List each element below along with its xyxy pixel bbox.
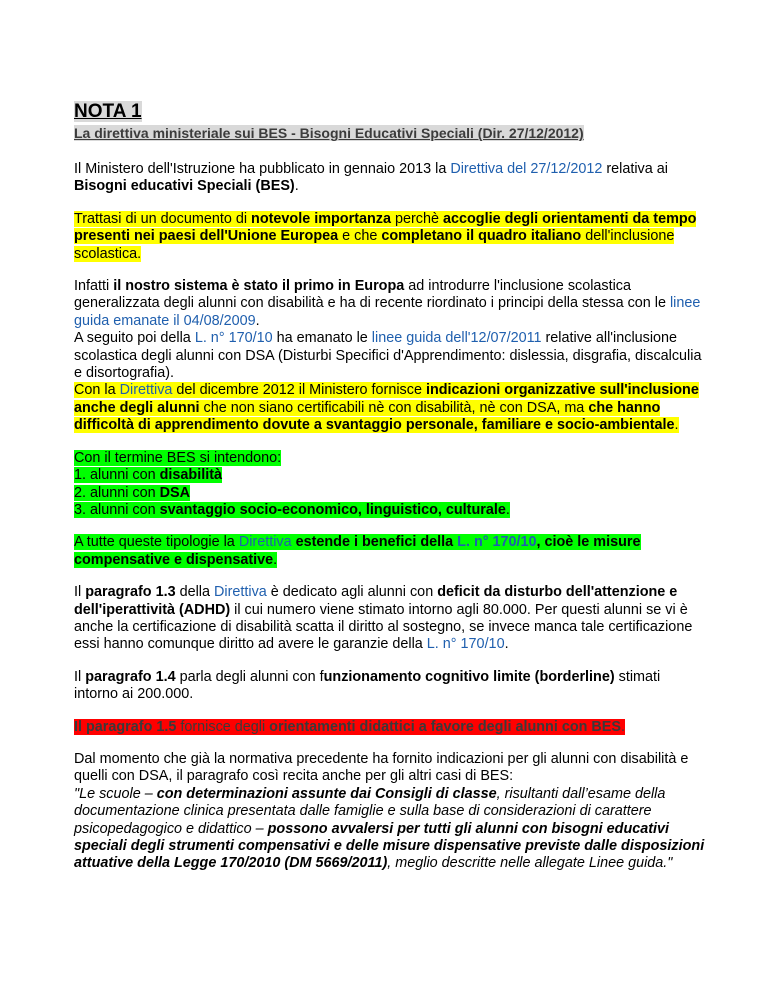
text: Infatti (74, 278, 114, 295)
paragraph-benefits (74, 534, 708, 569)
text: . (294, 178, 299, 195)
list-item: 3. alunni con svantaggio socio-economico, linguistico, culturale. (74, 501, 510, 518)
bold-text: estende i benefici della (291, 534, 458, 551)
paragraph-1-3: Il paragrafo 1.3 della Direttiva è dedicato agli alunni con deficit da disturbo dell'attenzione e dell'iperattività (ADHD) il cui numero viene stimato intorno agli 80.000. Per questi alunni se vi è anche la certificazione di disabilità scatta il diritto al sostegno, se invece manca tale certificazione essi hanno comunque diritto ad avere le garanzie della L. n° 170/10. (74, 584, 693, 653)
directive-link[interactable]: Direttiva (214, 584, 267, 601)
guidelines-2011-link[interactable]: linee guida dell'12/07/2011 (371, 330, 542, 347)
bold-text: Bisogni educativi Speciali (BES) (74, 178, 295, 195)
text: Con la (74, 382, 120, 399)
paragraph-1-5: Il paragrafo 1.5 fornisce degli orientamenti didattici a favore degli alunni con BES. (74, 718, 626, 735)
bold-text: il nostro sistema è stato il primo in Europa (113, 278, 405, 295)
paragraph-quote: Dal momento che già la normativa precedente ha fornito indicazioni per gli alunni con disabilità e quelli con DSA, il paragrafo così recita anche per gli altri casi di BES: "Le scuole – con determinazioni assunte dai Consigli di classe, risultanti dall’esame della documentazione clinica presentata dalle famiglie e sulla base di considerazioni di carattere psicopedagogico e didattico – possono avvalersi per tutti gli alunni con bisogni educativi speciali degli strumenti compensativi e delle misure dispensative previste dalle disposizioni attuative della Legge 170/2010 (DM 5669/2011), meglio descritte nelle allegate Linee guida." (74, 750, 705, 872)
bes-intro: Con il termine BES si intendono: (74, 449, 282, 466)
text: . (255, 312, 260, 329)
bold-text: , cioè le misure compensative e dispensative (74, 534, 641, 568)
text: A tutte queste tipologie la (74, 534, 239, 551)
text: A seguito poi della (74, 330, 195, 347)
directive-link[interactable]: Direttiva (238, 534, 292, 551)
text: ha emanato le (272, 330, 372, 347)
paragraph-1-4: Il paragrafo 1.4 parla degli alunni con funzionamento cognitivo limite (borderline) stimati intorno ai 200.000. (74, 668, 661, 703)
paragraph-system (74, 278, 708, 435)
subtitle-line (74, 123, 708, 143)
law-170-link[interactable]: L. n° 170/10 (457, 534, 537, 551)
text: Il Ministero dell'Istruzione ha pubblicato in gennaio 2013 la (74, 161, 451, 177)
bold-text: completano il quadro italiano (381, 228, 582, 245)
guidelines-2009-link[interactable]: linee guida emanate il 04/08/2009 (74, 295, 701, 329)
bold-text: che hanno difficoltà di apprendimento dovute a svantaggio personale, familiare e socio-ambientale (74, 399, 675, 434)
title-line (74, 100, 708, 123)
list-item: 2. alunni con DSA (74, 484, 190, 501)
paragraph-intro (74, 161, 708, 196)
text: . (674, 417, 679, 434)
bold-text: accoglie degli orientamenti da tempo presenti nei paesi dell'Unione Europea (74, 210, 697, 245)
law-170-link[interactable]: L. n° 170/10 (194, 330, 273, 347)
text: che non siano certificabili nè con disabilità, nè con DSA, ma (199, 399, 589, 416)
bold-text: notevole importanza (251, 210, 391, 227)
bold-text: indicazioni organizzative sull'inclusione anche degli alunni (74, 382, 699, 416)
text: . (273, 551, 278, 568)
text: dell'inclusione scolastica. (74, 228, 675, 262)
text: del dicembre 2012 il Ministero fornisce (172, 382, 426, 399)
text: perchè (390, 210, 443, 227)
bes-list (74, 450, 708, 520)
text: e che (338, 228, 382, 245)
text: relative all'inclusione scolastica degli alunni con DSA (Disturbi Specifici d'Apprendimento: dislessia, disgrafia, discalculia e disortografia). (74, 330, 702, 382)
directive-link[interactable]: Direttiva (119, 382, 173, 399)
text: ad introdurre l'inclusione scolastica generalizzata degli alunni con disabilità e ha di recente riordinato i principi della stessa con le (74, 278, 670, 312)
text: Trattasi di un documento di (74, 210, 252, 227)
paragraph-importance (74, 211, 708, 263)
text: relativa ai (602, 161, 668, 177)
page-title: NOTA 1 (74, 101, 142, 122)
page-subtitle: La direttiva ministeriale sui BES - Bisogni Educativi Speciali (Dir. 27/12/2012) (74, 125, 584, 141)
law-170-link[interactable]: L. n° 170/10 (426, 636, 505, 653)
directive-link[interactable]: Direttiva del 27/12/2012 (450, 161, 603, 177)
list-item: 1. alunni con disabilità (74, 467, 222, 484)
